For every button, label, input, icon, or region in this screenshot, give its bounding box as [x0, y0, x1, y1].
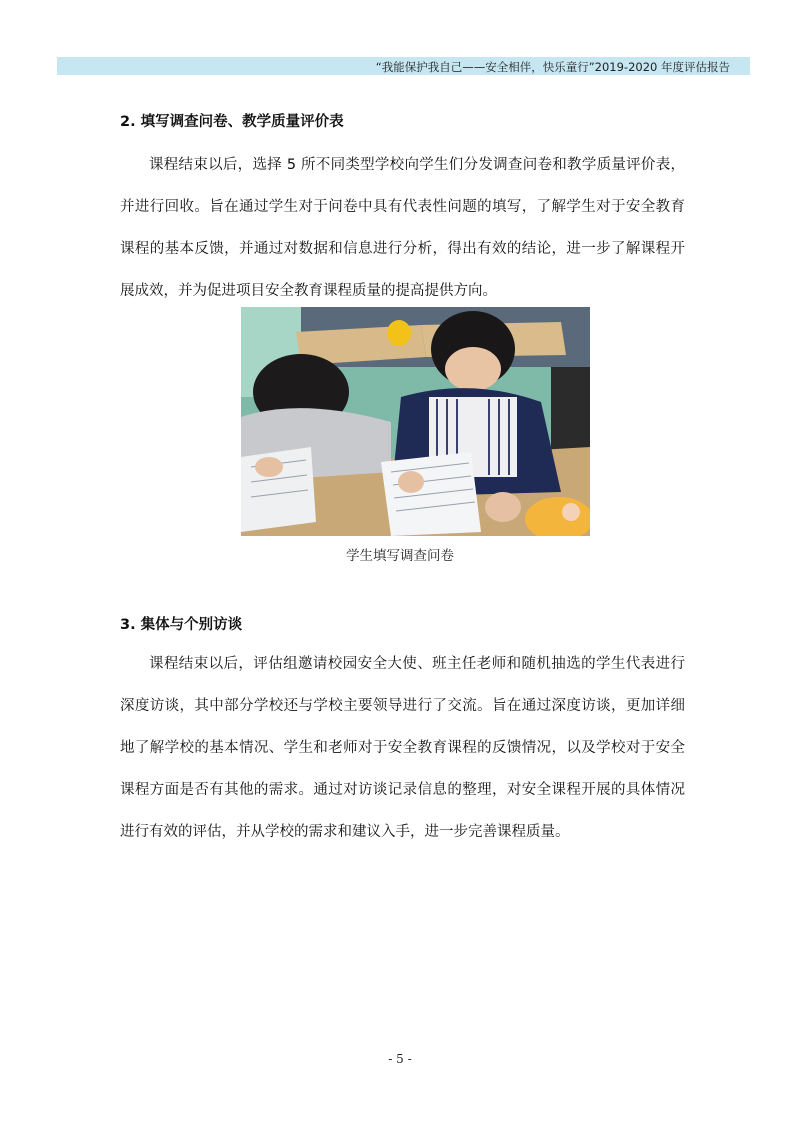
students-survey-photo — [241, 307, 590, 536]
page-number: - 5 - — [388, 1052, 412, 1066]
running-header: “我能保护我自己——安全相伴，快乐童行”2019-2020 年度评估报告 — [375, 60, 730, 74]
figure-caption: 学生填写调查问卷 — [346, 548, 454, 564]
section-3-title: 3. 集体与个别访谈 — [120, 617, 243, 633]
section-2-paragraph: 课程结束以后，选择 5 所不同类型学校向学生们分发调查问卷和教学质量评价表，并进行回收。旨在通过学生对于问卷中具有代表性问题的填写，了解学生对于安全教育课程的基本反馈，并通过对数据和信息进行分析，得出有效的结论，进一步了解课程开展成效，并为促进项目安全教育课程质量的提高提供方向。 — [120, 157, 685, 299]
section-3-paragraph: 课程结束以后，评估组邀请校园安全大使、班主任老师和随机抽选的学生代表进行深度访谈，其中部分学校还与学校主要领导进行了交流。旨在通过深度访谈，更加详细地了解学校的基本情况、学生和老师对于安全教育课程的反馈情况，以及学校对于安全课程方面是否有其他的需求。通过对访谈记录信息的整理，对安全课程开展的具体情况进行有效的评估，并从学校的需求和建议入手，进一步完善课程质量。 — [120, 656, 685, 840]
section-2-title: 2. 填写调查问卷、教学质量评价表 — [120, 114, 344, 130]
